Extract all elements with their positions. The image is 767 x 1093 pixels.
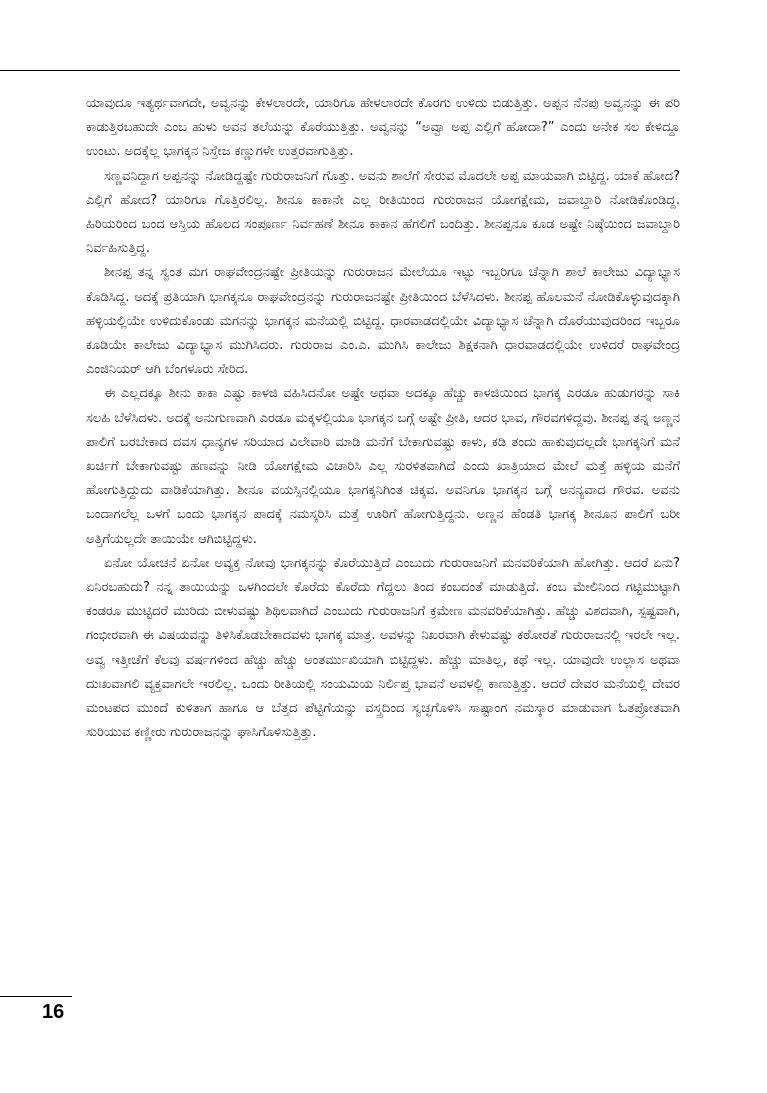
paragraph-4: ಈ ಎಲ್ಲದಕ್ಕೂ ಶೀನು ಕಾಕಾ ಎಷ್ಟು ಕಾಳಜಿ ವಹಿಸಿದನೋ ಅಷ್ಟೇ ಅಥವಾ ಅದಕ್ಕೂ ಹೆಚ್ಚು ಕಾಳಜಿಯಿಂದ ಭಾಗಕ್ಕ ಎರಡೂ ಹುಡುಗರನ್ನು ಸಾಕಿ ಸಲಹಿ ಬೆಳೆಸಿದಳು. ಅದಕ್ಕೆ ಅನುಗುಣವಾಗಿ ಎರಡೂ ಮಕ್ಕಳಲ್ಲಿಯೂ ಭಾಗಕ್ಕನ ಬಗ್ಗೆ ಅಷ್ಟೇ ಪ್ರೀತಿ, ಆದರ ಭಾವ, ಗೌರವಗಳಿದ್ದವು. ಶೀನಪ್ಪ ತನ್ನ ಅಣ್ಣನ ಪಾಲಿಗೆ ಬರಬೇಕಾದ ದವಸ ಧಾನ್ಯಗಳ ಸರಿಯಾದ ವಿಲೇವಾರಿ ಮಾಡಿ ಮನೆಗೆ ಬೇಕಾಗುವಷ್ಟು ಕಾಳು, ಕಡಿ ತಂದು ಹಾಕುವುದಲ್ಲದೇ ಭಾಗಕ್ಕನಿಗೆ ಮನೆ ಖರ್ಚಿಗೆ ಬೇಕಾಗುವಷ್ಟು ಹಣವನ್ನು ನೀಡಿ ಯೋಗಕ್ಷೇಮ ವಿಚಾರಿಸಿ ಎಲ್ಲ ಸುರಳಿತವಾಗಿದೆ ಎಂದು ಖಾತ್ರಿಯಾದ ಮೇಲೆ ಮತ್ತೆ ಹಳ್ಳಿಯ ಮನೆಗೆ ಹೋಗುತ್ತಿದ್ದುದು ವಾಡಿಕೆಯಾಗಿತ್ತು. ಶೀನೂ ವಯಸ್ಸಿನಲ್ಲಿಯೂ ಭಾಗಕ್ಕನಿಗಿಂತ ಚಿಕ್ಕವ. ಅವನಿಗೂ ಭಾಗಕ್ಕನ ಬಗ್ಗೆ ಅನನ್ಯವಾದ ಗೌರವ. ಅವನು ಬಂದಾಗಲೆಲ್ಲ ಒಳಗೆ ಬಂದು ಭಾಗಕ್ಕನ ಪಾದಕ್ಕೆ ನಮಸ್ಕರಿಸಿ ಮತ್ತೆ ಊರಿಗೆ ಹೋಗುತ್ತಿದ್ದನು. ಅಣ್ಣನ ಹೆಂಡತಿ ಭಾಗಕ್ಕ ಶೀನೂನ ಪಾಲಿಗೆ ಬರೀ ಅತ್ತಿಗೆಯಲ್ಲದೇ ತಾಯಿಯೇ ಆಗಿಬಿಟ್ಟಿದ್ದಳು. (86, 386, 680, 547)
paragraph-1: ಯಾವುದೂ ಇತ್ಯರ್ಥವಾಗದೇ, ಅವ್ವನನ್ನು ಕೇಳಲಾರದೇ, ಯಾರಿಗೂ ಹೇಳಲಾರದೇ ಕೊರಗು ಉಳಿದು ಬಿಡುತ್ತಿತ್ತು. ಅಪ್ಪನ ನೆನಪು ಅವ್ವನನ್ನು ಈ ಪರಿ ಕಾಡುತ್ತಿರಬಹುದೇ ಎಂಬ ಹುಳು ಅವನ ತಲೆಯನ್ನು ಕೊರೆಯುತ್ತಿತ್ತು. ಅವ್ವನನ್ನು “ಅವ್ವಾ ಅಪ್ಪ ಎಲ್ಲಿಗೆ ಹೋದಾ?” ಎಂದು ಅನೇಕ ಸಲ ಕೇಳಿದ್ದೂ ಉಂಟು. ಅದಕ್ಕೆಲ್ಲ ಭಾಗಕ್ಕನ ನಿಸ್ತೇಜ ಕಣ್ಣುಗಳೇ ಉತ್ತರವಾಗುತ್ತಿತ್ತು. (86, 96, 680, 160)
page-body-text (86, 92, 680, 745)
page-number: 16 (42, 1001, 65, 1023)
footer-rule (0, 996, 72, 997)
paragraph-5: ಏನೋ ಯೋಚನೆ ಏನೋ ಅವ್ಯಕ್ತ ನೋವು ಭಾಗಕ್ಕನನ್ನು ಕೊರೆಯುತ್ತಿದೆ ಎಂಬುದು ಗುರುರಾಜನಿಗೆ ಮನವರಿಕೆಯಾಗಿ ಹೋಗಿತ್ತು. ಆದರೆ ಏನು? ಏನಿರಬಹುದು? ನನ್ನ ತಾಯಿಯನ್ನು ಒಳಗಿಂದಲೇ ಕೊರೆದು ಕೊರೆದು ಗೆದ್ದಲು ತಿಂದ ಕಂಬದಂತೆ ಮಾಡುತ್ತಿದೆ. ಕಂಬ ಮೇಲಿನಿಂದ ಗಟ್ಟಿಮುಟ್ಟಾಗಿ ಕಂಡರೂ ಮುಟ್ಟಿದರೆ ಮುರಿದು ಬೀಳುವಷ್ಟು ಶಿಥಿಲವಾಗಿದೆ ಎಂಬುದು ಗುರುರಾಜನಿಗೆ ಕ್ರಮೇಣ ಮನವರಿಕೆಯಾಗಿತ್ತು. ಹೆಚ್ಚು ವಿಶದವಾಗಿ, ಸ್ಪಷ್ಟವಾಗಿ, ಗಂಭೀರವಾಗಿ ಈ ವಿಷಯವನ್ನು ತಿಳಿಸಿಕೊಡಬೇಕಾದವಳು ಭಾಗಕ್ಕ ಮಾತ್ರ. ಅವಳನ್ನು ನಿಖರವಾಗಿ ಕೇಳುವಷ್ಟು ಕಠೋರತೆ ಗುರುರಾಜನಲ್ಲಿ ಇರಲೇ ಇಲ್ಲ. ಅವ್ವ ಇತ್ತೀಚೆಗೆ ಕೆಲವು ವರ್ಷಗಳಿಂದ ಹೆಚ್ಚು ಹೆಚ್ಚು ಅಂತರ್ಮುಖಿಯಾಗಿ ಬಿಟ್ಟಿದ್ದಳು. ಹೆಚ್ಚು ಮಾತಿಲ್ಲ, ಕಥೆ ಇಲ್ಲ. ಯಾವುದೇ ಉಲ್ಲಾಸ ಅಥವಾ ದುಃಖವಾಗಲಿ ವ್ಯಕ್ತವಾಗಲೇ ಇರಲಿಲ್ಲ. ಒಂದು ರೀತಿಯಲ್ಲಿ ಸಂಯಮಿಯ ನಿರ್ಲಿಪ್ತ ಭಾವನೆ ಅವಳಲ್ಲಿ ಕಾಣುತ್ತಿತ್ತು. ಆದರೆ ದೇವರ ಮನೆಯಲ್ಲಿ ದೇವರ ಮಂಟಪದ ಮುಂದೆ ಕುಳಿತಾಗ ಹಾಗೂ ಆ ಬೆತ್ತದ ಪೆಟ್ಟಿಗೆಯನ್ನು ವಸ್ತ್ರದಿಂದ ಸ್ವಚ್ಛಗೊಳಿಸಿ ಸಾಷ್ಟಾಂಗ ನಮಸ್ಕಾರ ಮಾಡುವಾಗ ಓತಪ್ರೋತವಾಗಿ ಸುರಿಯುವ ಕಣ್ಣೀರು ಗುರುರಾಜನನ್ನು ಘಾಸಿಗೊಳಿಸುತ್ತಿತ್ತು. (86, 555, 680, 741)
paragraph-3: ಶೀನಪ್ಪ ತನ್ನ ಸ್ವಂತ ಮಗ ರಾಘವೇಂದ್ರನಷ್ಟೇ ಪ್ರೀತಿಯನ್ನು ಗುರುರಾಜನ ಮೇಲೆಯೂ ಇಟ್ಟು ಇಬ್ಬರಿಗೂ ಚೆನ್ನಾಗಿ ಶಾಲೆ ಕಾಲೇಜು ವಿದ್ಯಾಭ್ಯಾಸ ಕೊಡಿಸಿದ್ದ. ಅದಕ್ಕೆ ಪ್ರತಿಯಾಗಿ ಭಾಗಕ್ಕನೂ ರಾಘವೇಂದ್ರನನ್ನು ಗುರುರಾಜನಷ್ಟೇ ಪ್ರೀತಿಯಿಂದ ಬೆಳೆಸಿದಳು. ಶೀನಪ್ಪ ಹೊಲಮನೆ ನೋಡಿಕೊಳ್ಳುವುದಕ್ಕಾಗಿ ಹಳ್ಳಿಯಲ್ಲಿಯೇ ಉಳಿದುಕೊಂಡು ಮಗನನ್ನು ಭಾಗಕ್ಕನ ಮನೆಯಲ್ಲಿ ಬಿಟ್ಟಿದ್ದ. ಧಾರವಾಡದಲ್ಲಿಯೇ ವಿದ್ಯಾಭ್ಯಾಸ ಚೆನ್ನಾಗಿ ದೊರೆಯುವುದರಿಂದ ಇಬ್ಬರೂ ಕೂಡಿಯೇ ಕಾಲೇಜು ವಿದ್ಯಾಭ್ಯಾಸ ಮುಗಿಸಿದರು. ಗುರುರಾಜ ಎಂ.ಎ. ಮುಗಿಸಿ ಕಾಲೇಜು ಶಿಕ್ಷಕನಾಗಿ ಧಾರವಾಡದಲ್ಲಿಯೇ ಉಳಿದರೆ ರಾಘವೇಂದ್ರ ಎಂಜಿನಿಯರ್ ಆಗಿ ಬೆಂಗಳೂರು ಸೇರಿದ. (86, 265, 680, 378)
top-horizontal-rule (0, 70, 680, 71)
paragraph-2: ಸಣ್ಣವನಿದ್ದಾಗ ಅಪ್ಪನನ್ನು ನೋಡಿದ್ದಷ್ಟೇ ಗುರುರಾಜನಿಗೆ ಗೊತ್ತು. ಅವನು ಶಾಲೆಗೆ ಸೇರುವ ಮೊದಲೇ ಅಪ್ಪ ಮಾಯವಾಗಿ ಬಿಟ್ಟಿದ್ದ. ಯಾಕೆ ಹೋದ? ಎಲ್ಲಿಗೆ ಹೋದ? ಯಾರಿಗೂ ಗೊತ್ತಿರಲಿಲ್ಲ. ಶೀನೂ ಕಾಕಾನೇ ಎಲ್ಲ ರೀತಿಯಿಂದ ಗುರುರಾಜನ ಯೋಗಕ್ಷೇಮ, ಜವಾಬ್ದಾರಿ ನೋಡಿಕೊಂಡಿದ್ದ. ಹಿರಿಯರಿಂದ ಬಂದ ಆಸ್ತಿಯ ಹೊಲದ ಸಂಪೂರ್ಣ ನಿರ್ವಹಣೆ ಶೀನೂ ಕಾಕಾನ ಹೆಗಲಿಗೆ ಬಂದಿತ್ತು. ಶೀನಪ್ಪನೂ ಕೂಡ ಅಷ್ಟೇ ನಿಷ್ಠೆಯಿಂದ ಜವಾಬ್ದಾರಿ ನಿರ್ವಹಿಸುತ್ತಿದ್ದ. (86, 168, 680, 257)
